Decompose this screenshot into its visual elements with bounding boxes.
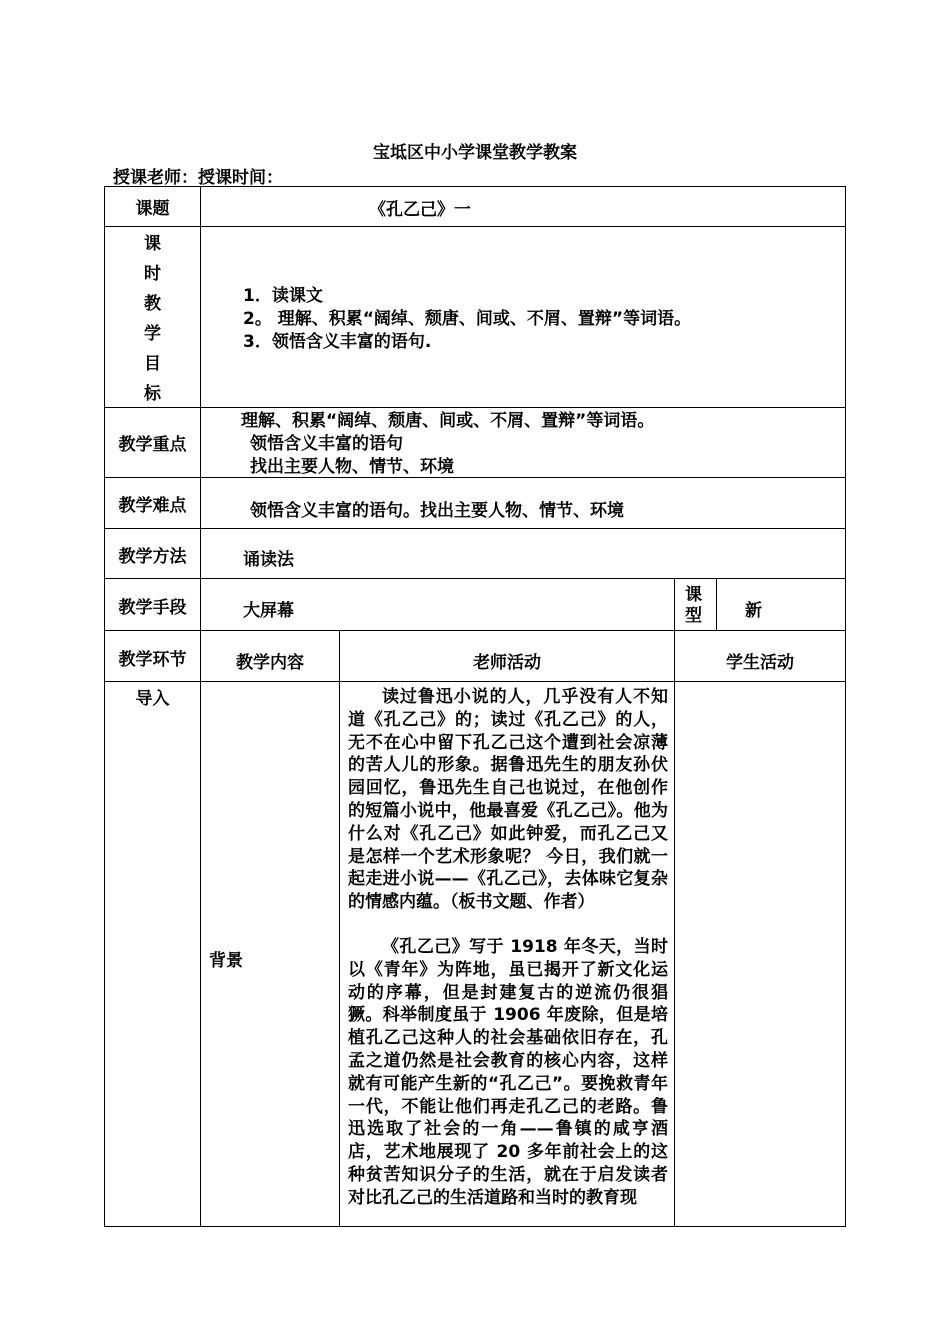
key-point-item: 领悟含义丰富的语句 bbox=[250, 434, 403, 454]
method-value: 诵读法 bbox=[200, 528, 846, 579]
teacher-intro-paragraph: 读过鲁迅小说的人，几乎没有人不知道《孔乙己》的；读过《孔乙己》的人，无不在心中留下孔乙己这个遭到社会凉薄的苦人儿的形象。据鲁迅先生的朋友孙伏园回忆，鲁迅先生自己也说过，在他创作的短篇小说中，他最喜爱《孔乙己》。他为什么对《孔乙己》如此钟爱，而孔乙己又是怎样一个艺术形象呢？ 今日，我们就一起走进小说——《孔乙己》，去体味它复杂的情感内蕴。（板书文题、作者） bbox=[348, 687, 668, 913]
goals-label-char: 教 bbox=[144, 294, 161, 314]
key-point-item: 找出主要人物、情节、环境 bbox=[250, 457, 454, 477]
student-activity-cell bbox=[674, 681, 846, 1227]
goals-label-char: 学 bbox=[144, 324, 161, 344]
goals-label-char: 课 bbox=[144, 234, 161, 254]
difficulty-label: 教学难点 bbox=[104, 477, 201, 529]
topic-value: 《孔乙己》一 bbox=[200, 186, 846, 227]
student-header: 学生活动 bbox=[674, 630, 846, 682]
content-header: 教学内容 bbox=[200, 630, 340, 682]
content-cell bbox=[200, 681, 340, 1227]
teacher-background-paragraph: 《孔乙己》写于 1918 年冬天，当时以《青年》为阵地，虽已揭开了新文化运动的序幕，但是封建复古的逆流仍很猖獗。科举制度虽于 1906 年废除，但是培植孔乙己这种人的社会基础依旧存在，孔孟之道仍然是社会教育的核心内容，这样就有可能产生新的“孔乙己”。要挽救青年一代，不能让他们再走孔乙己的老路。鲁迅选取了社会的一角——鲁镇的咸亨酒店，艺术地展现了 20 多年前社会上的这种贫苦知识分子的生活，就在于启发读者对比孔乙己的生活道路和当时的教育现 bbox=[348, 936, 668, 1208]
goals-label-char: 时 bbox=[144, 264, 161, 284]
topic-label: 课题 bbox=[104, 186, 201, 227]
teacher-activity-cell bbox=[339, 681, 675, 1227]
goals-content bbox=[200, 226, 846, 408]
content-background: 背景 bbox=[209, 951, 243, 971]
means-label: 教学手段 bbox=[104, 578, 201, 631]
goals-label-char: 标 bbox=[144, 384, 161, 404]
method-label: 教学方法 bbox=[104, 528, 201, 579]
lesson-type-label: 课型 bbox=[674, 578, 717, 631]
stage-intro: 导入 bbox=[104, 681, 201, 1227]
lesson-type-value: 新 bbox=[716, 578, 846, 631]
difficulty-value: 领悟含义丰富的语句。找出主要人物、情节、环境 bbox=[200, 477, 846, 529]
goals-label-char: 目 bbox=[144, 354, 161, 374]
teacher-header: 老师活动 bbox=[339, 630, 675, 682]
goals-label bbox=[104, 226, 201, 408]
key-point-item: 理解、积累“阔绰、颓唐、间或、不屑、置辩”等词语。 bbox=[241, 411, 655, 431]
key-points-content bbox=[200, 407, 846, 478]
document-title: 宝坻区中小学课堂教学教案 bbox=[373, 143, 577, 163]
key-points-label: 教学重点 bbox=[104, 407, 201, 478]
goal-item: 3．领悟含义丰富的语句. bbox=[243, 332, 432, 352]
stage-header: 教学环节 bbox=[104, 630, 201, 682]
goal-item: 1．读课文 bbox=[243, 286, 323, 306]
goal-item: 2。 理解、积累“阔绰、颓唐、间或、不屑、置辩”等词语。 bbox=[243, 309, 692, 329]
teacher-time-line: 授课老师：授课时间： bbox=[113, 168, 283, 188]
means-value: 大屏幕 bbox=[200, 578, 675, 631]
